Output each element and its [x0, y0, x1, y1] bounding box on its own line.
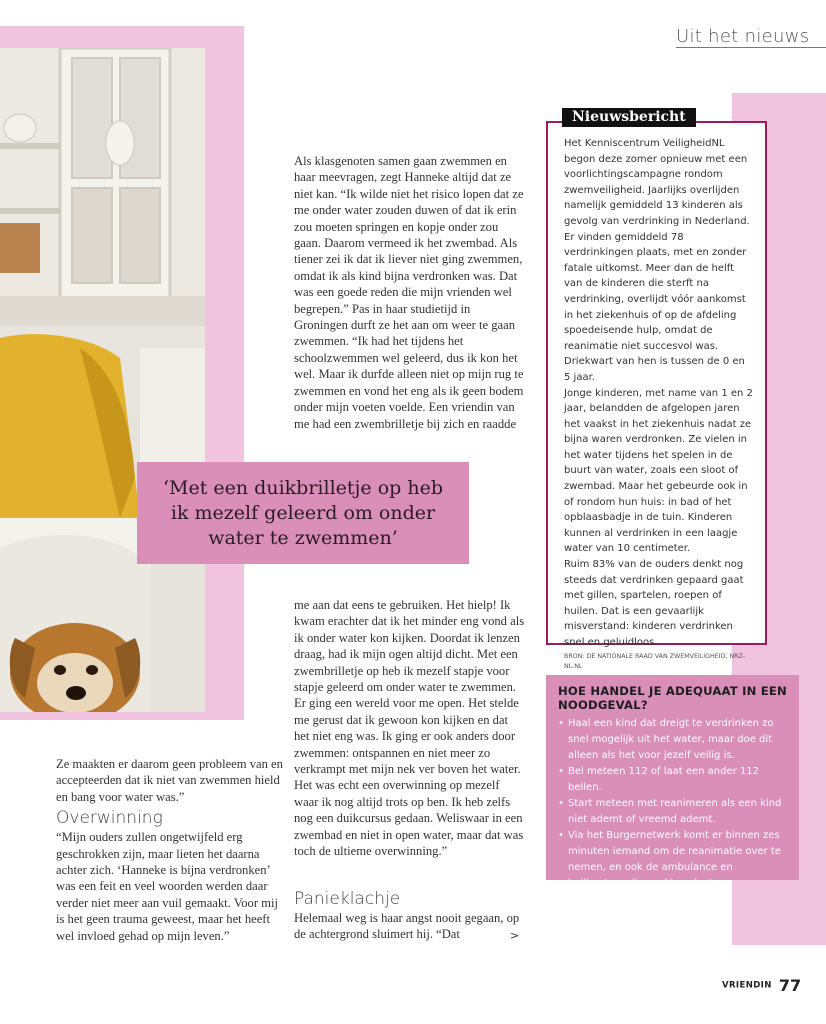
subhead-overwinning: Overwinning [56, 808, 163, 829]
news-paragraph: Het Kenniscentrum VeiligheidNL begon deze zomer opnieuw met een voorlichtingscampagne rondom zwemveiligheid. Jaarlijks overlijden namelijk gemiddeld 13 kinderen als gevolg van verdrinking in Nederland. Er vinden gemiddeld 78 verdrinkingen plaats, met en zonder fatale uitkomst. Meer dan de helft van de kinderen die sterft na verdrinking, overlijdt vóór aankomst in het ziekenhuis of op de afdeling spoedeisende hulp, omdat de reanimatie niet succesvol was. Driekwart van hen is tussen de 0 en 5 jaar. [564, 138, 750, 383]
photo-illustration [0, 48, 205, 712]
paragraph: Als klasgenoten samen gaan zwemmen en haar meevragen, zegt Hanneke altijd dat ze niet kan. “Ik wilde niet het risico lopen dat ze me onder water zouden duwen of dat ik erin zou moeten springen en kopje onder zou gaan. Daarom vermeed ik het zwembad. Als tiener zei ik dat ik liever niet ging zwemmen, omdat ik als kind bijna verdronken was. Dat was een goede reden die mijn vrienden wel begrepen.” Pas in haar studietijd in Groningen durft ze het aan om weer te gaan zwemmen. “Ik had het tijdens het schoolzwemmen wel geleerd, dus ik kon het wel. Maar ik durfde alleen niet op mijn rug te zwemmen en vond het eng als ik geen bodem onder mijn voeten voelde. Een vriendin van me had een zwembrilletje bij zich en raadde [294, 154, 524, 431]
section-tag: Uit het nieuws [676, 26, 810, 47]
subhead-panieklachje: Panieklachje [294, 889, 401, 909]
photo [0, 48, 205, 712]
help-list [558, 716, 791, 892]
list-item: • Bel meteen 112 of laat een ander 112 bellen. [558, 764, 791, 796]
article-column-1 [294, 153, 526, 432]
article-column-2 [294, 597, 526, 860]
news-paragraph: Ruim 83% van de ouders denkt nog steeds dat verdrinken gepaard gaat met gillen, spartelen, roepen of huilen. Dat is een gevaarlijk misverstand: kinderen verdrinken snel en geluidloos. [564, 559, 744, 648]
article-column-4 [294, 889, 526, 943]
list-item: • Haal een kind dat dreigt te verdrinken zo snel mogelijk uit het water, maar doe dit alleen als het voor jezelf veilig is. [558, 716, 791, 764]
pull-quote: ‘Met een duikbrilletje op heb ik mezelf geleerd om onder water te zwemmen’ [137, 462, 469, 564]
news-source: BRON: DE NATIONALE RAAD VAN ZWEMVEILIGHEID, NRZ-NL.NL [564, 652, 746, 670]
page-number: 77 [778, 976, 802, 995]
list-item: • Via het Burgernetwerk komt er binnen zes minuten iemand om de reanimatie over te nemen, en ook de ambulance en helikopters zijn snel ter plaatse. [558, 828, 791, 892]
section-rule [676, 47, 826, 48]
paragraph: “Mijn ouders zullen ongetwijfeld erg geschrokken zijn, maar lieten het daarna achter zich. ‘Hanneke is bijna verdronken’ was een feit en veel woorden werden daar verder niet meer aan vuil gemaakt. Voor mij is het geen trauma geweest, maar het heeft wel invloed gehad op mijn leven.” [56, 830, 278, 943]
news-box [546, 121, 767, 670]
paragraph-intro: Ze maakten er daarom geen probleem van en accepteerden dat ik niet van zwemmen hield en bang voor water was.” [56, 757, 283, 804]
paragraph: Helemaal weg is haar angst nooit gegaan, op de achtergrond sluimert hij. “Dat [294, 911, 520, 942]
magazine-name: VRIENDIN [722, 980, 772, 991]
help-box [546, 675, 799, 889]
news-paragraph: Jonge kinderen, met name van 1 en 2 jaar, belandden de afgelopen jaren het vaakst in het ziekenhuis nadat ze bijna waren verdronken. Ze vielen in het water tijdens het spelen in de buurt van water, zoals een sloot of zwembad. Maar het gebeurde ook in of rondom hun huis: in bad of het opblaasbadje in de tuin. Kinderen kunnen al verdrinken in een laagje water van 10 centimeter. [564, 387, 753, 555]
article-column-3 [56, 756, 286, 944]
help-title: HOE HANDEL JE ADEQUAAT IN EEN NOODGEVAL? [558, 684, 787, 712]
list-item: • Start meteen met reanimeren als een kind niet ademt of vreemd ademt. [558, 796, 791, 828]
paragraph: me aan dat eens te gebruiken. Het hielp! Ik kwam erachter dat ik het minder eng vond als ik onder water kon kijken. Doordat ik lenzen draag, had ik mijn ogen altijd dicht. Met een zwembrilletje op heb ik mezelf stapje voor stapje geleerd om onder water te zwemmen. Er ging een wereld voor me open. Het stelde me gerust dat ik gewoon kon kijken en dat het niet eng was. Ik ging er ook anders door zwemmen: ontspannen en niet meer zo verkrampt met mijn nek ver boven het water. Het was echt een overwinning op mezelf waar ik nog altijd trots op ben. Ik heb zelfs nog een duikcursus gedaan. Weliswaar in een zwembad en niet in open water, maar dat was toch de ultieme overwinning.” [294, 598, 525, 859]
continue-arrow: > [510, 929, 520, 942]
news-label: Nieuwsbericht [562, 108, 696, 127]
footer [722, 975, 801, 995]
